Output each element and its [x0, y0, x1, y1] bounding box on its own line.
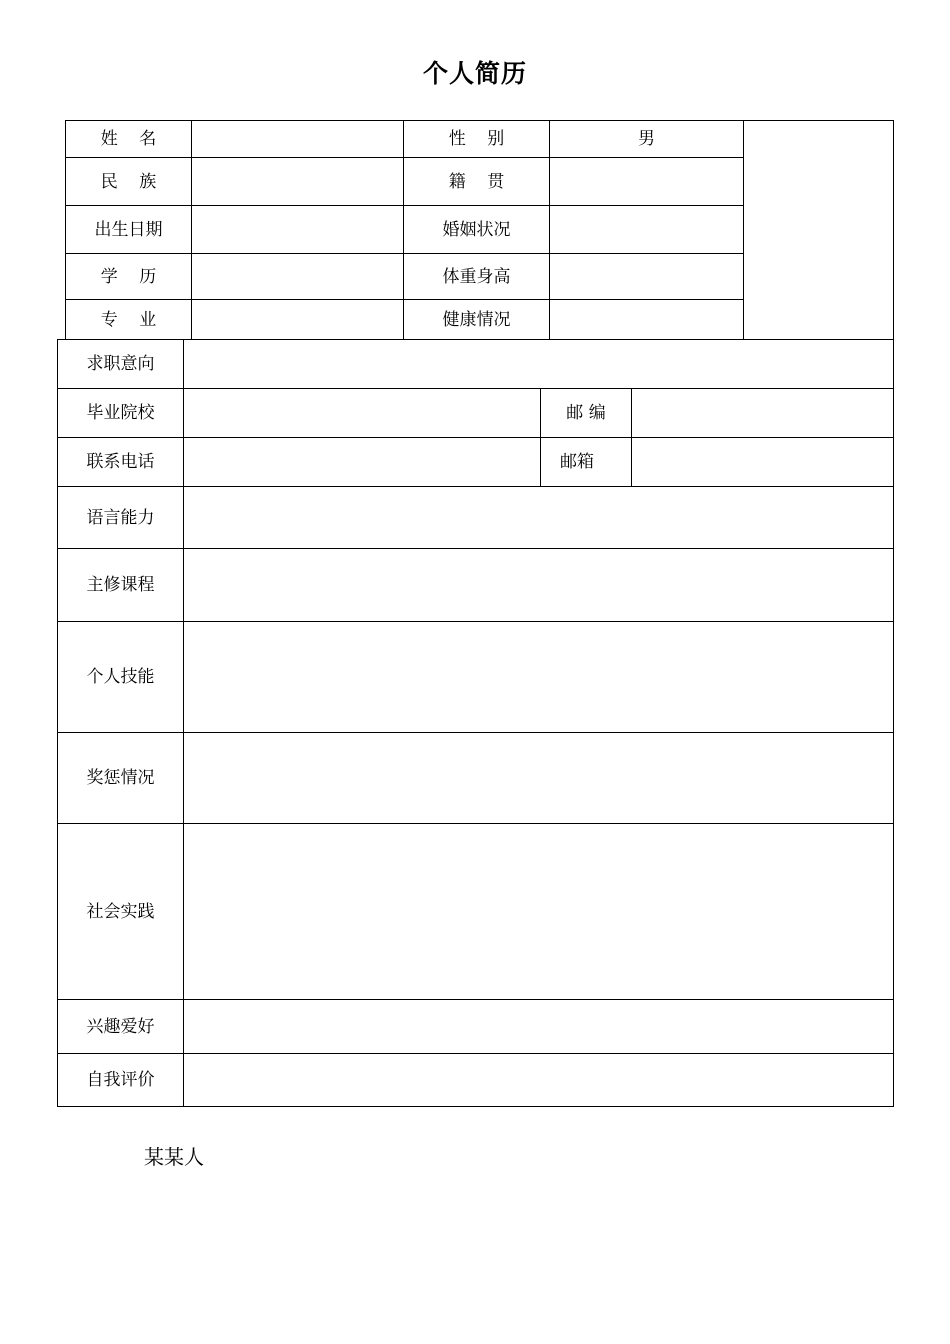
hobbies-field[interactable] [184, 1000, 893, 1053]
ethnicity-field[interactable] [192, 158, 403, 205]
language-label: 语言能力 [86, 507, 155, 528]
skills-field[interactable] [184, 622, 893, 732]
job-intention-label: 求职意向 [86, 354, 155, 374]
marital-status-field[interactable] [550, 206, 743, 253]
awards-label: 奖惩情况 [86, 768, 155, 788]
gender-field[interactable]: 男 [638, 129, 655, 149]
table-border-right [893, 120, 894, 1107]
height-weight-field[interactable] [550, 254, 743, 299]
page-title: 个人简历 [422, 59, 527, 88]
birth-date-label: 出生日期 [94, 219, 163, 240]
awards-field[interactable] [184, 733, 893, 823]
major-field[interactable] [192, 300, 403, 339]
name-field[interactable] [192, 121, 403, 157]
postcode-label: 邮 编 [566, 403, 606, 423]
email-label: 邮箱 [560, 452, 594, 472]
hobbies-label: 兴趣爱好 [86, 1016, 155, 1037]
skills-label: 个人技能 [86, 667, 155, 687]
education-field[interactable] [192, 254, 403, 299]
school-label: 毕业院校 [86, 403, 155, 423]
health-label: 健康情况 [442, 309, 511, 330]
education-label: 学 历 [100, 266, 157, 287]
job-intention-field[interactable] [184, 340, 893, 388]
name-label: 姓 名 [100, 129, 157, 149]
height-weight-label: 体重身高 [442, 266, 511, 287]
ethnicity-label: 民 族 [100, 171, 157, 192]
school-field[interactable] [184, 389, 540, 437]
marital-status-label: 婚姻状况 [442, 219, 511, 240]
phone-field[interactable] [184, 438, 540, 486]
self-evaluation-field[interactable] [184, 1054, 893, 1106]
practice-field[interactable] [184, 824, 893, 999]
gender-label: 性 别 [448, 129, 505, 149]
birth-date-field[interactable] [192, 206, 403, 253]
phone-label: 联系电话 [86, 452, 155, 472]
practice-label: 社会实践 [86, 901, 155, 922]
major-label: 专 业 [100, 309, 157, 330]
courses-label: 主修课程 [86, 575, 155, 595]
courses-field[interactable] [184, 549, 893, 621]
language-field[interactable] [184, 487, 893, 548]
health-field[interactable] [550, 300, 743, 339]
signature: 某某人 [144, 1145, 204, 1169]
email-field[interactable] [632, 438, 893, 486]
postcode-field[interactable] [632, 389, 893, 437]
photo-box[interactable] [744, 121, 893, 339]
self-evaluation-label: 自我评价 [86, 1070, 155, 1090]
native-place-label: 籍 贯 [448, 171, 505, 192]
native-place-field[interactable] [550, 158, 743, 205]
